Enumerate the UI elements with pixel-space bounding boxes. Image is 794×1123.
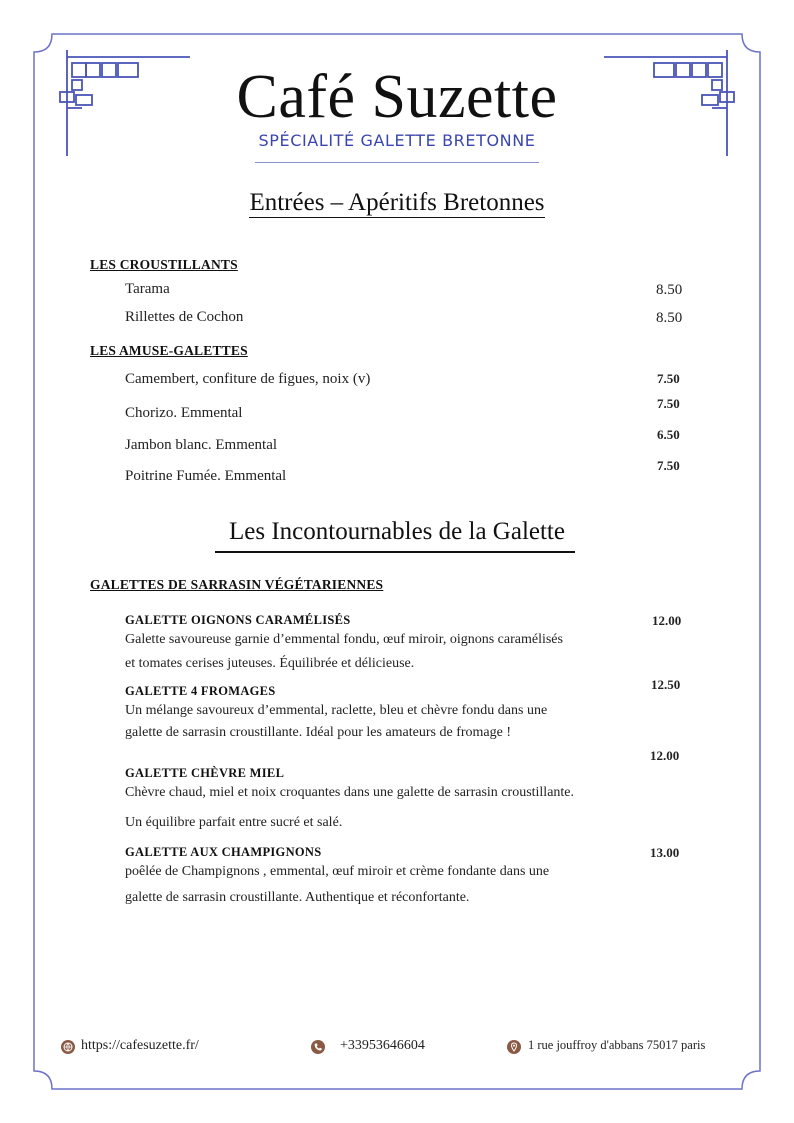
phone-number[interactable]: +33953646604	[340, 1038, 425, 1053]
menu-item-price: 7.50	[657, 396, 680, 411]
restaurant-name: Café Suzette	[236, 63, 558, 131]
galette-price: 12.00	[650, 748, 680, 763]
menu-item-name: Camembert, confiture de figues, noix (v)	[125, 371, 371, 387]
menu-item-name: Poitrine Fumée. Emmental	[125, 468, 287, 484]
galette-description: galette de sarrasin croustillante. Authentique et réconfortante.	[125, 890, 470, 905]
galette-name: GALETTE CHÈVRE MIEL	[125, 766, 285, 780]
galette-name: GALETTE 4 FROMAGES	[125, 684, 276, 698]
section-title-galettes: Les Incontournables de la Galette	[229, 518, 565, 545]
galette-price: 13.00	[650, 845, 680, 860]
globe-icon	[61, 1040, 75, 1054]
tagline-divider	[255, 162, 539, 163]
galette-description: poêlée de Champignons , emmental, œuf miroir et crème fondante dans une	[125, 864, 550, 879]
phone-icon	[311, 1040, 325, 1054]
menu-item-name: Tarama	[125, 281, 170, 297]
category-amuse-galettes: LES AMUSE-GALETTES	[90, 343, 248, 358]
section-title-entrees: Entrées – Apéritifs Bretonnes	[249, 189, 545, 216]
menu-item-price: 7.50	[657, 458, 680, 473]
menu-item-price: 8.50	[656, 310, 683, 326]
galette-description: et tomates cerises juteuses. Équilibrée et délicieuse.	[125, 656, 415, 671]
menu-item-price: 7.50	[657, 371, 680, 386]
menu-item-name: Rillettes de Cochon	[125, 309, 244, 325]
address: 1 rue jouffroy d'abbans 75017 paris	[528, 1038, 706, 1052]
galette-description: Galette savoureuse garnie d’emmental fondu, œuf miroir, oignons caramélisés	[125, 632, 563, 647]
galette-name: GALETTE OIGNONS CARAMÉLISÉS	[125, 613, 351, 627]
galette-description: Un équilibre parfait entre sucré et salé.	[125, 815, 343, 830]
menu-item-name: Chorizo. Emmental	[125, 405, 243, 421]
galette-price: 12.50	[651, 677, 681, 692]
galette-description: Chèvre chaud, miel et noix croquantes dans une galette de sarrasin croustillante.	[125, 785, 575, 800]
category-galettes-vegetariennes: GALETTES DE SARRASIN VÉGÉTARIENNES	[90, 577, 384, 592]
location-pin-icon	[507, 1040, 521, 1054]
section-divider	[215, 551, 575, 553]
menu-item-name: Jambon blanc. Emmental	[125, 437, 278, 453]
galette-description: Un mélange savoureux d’emmental, raclette, bleu et chèvre fondu dans une	[125, 703, 548, 718]
galette-description: galette de sarrasin croustillante. Idéal pour les amateurs de fromage !	[125, 725, 512, 740]
galette-price: 12.00	[652, 613, 682, 628]
menu-item-price: 8.50	[656, 282, 683, 298]
restaurant-tagline: SPÉCIALITÉ GALETTE BRETONNE	[258, 131, 536, 150]
menu-item-price: 6.50	[657, 427, 680, 442]
website-link[interactable]: https://cafesuzette.fr/	[81, 1038, 199, 1053]
galette-name: GALETTE AUX CHAMPIGNONS	[125, 845, 322, 859]
category-croustillants: LES CROUSTILLANTS	[90, 257, 238, 272]
